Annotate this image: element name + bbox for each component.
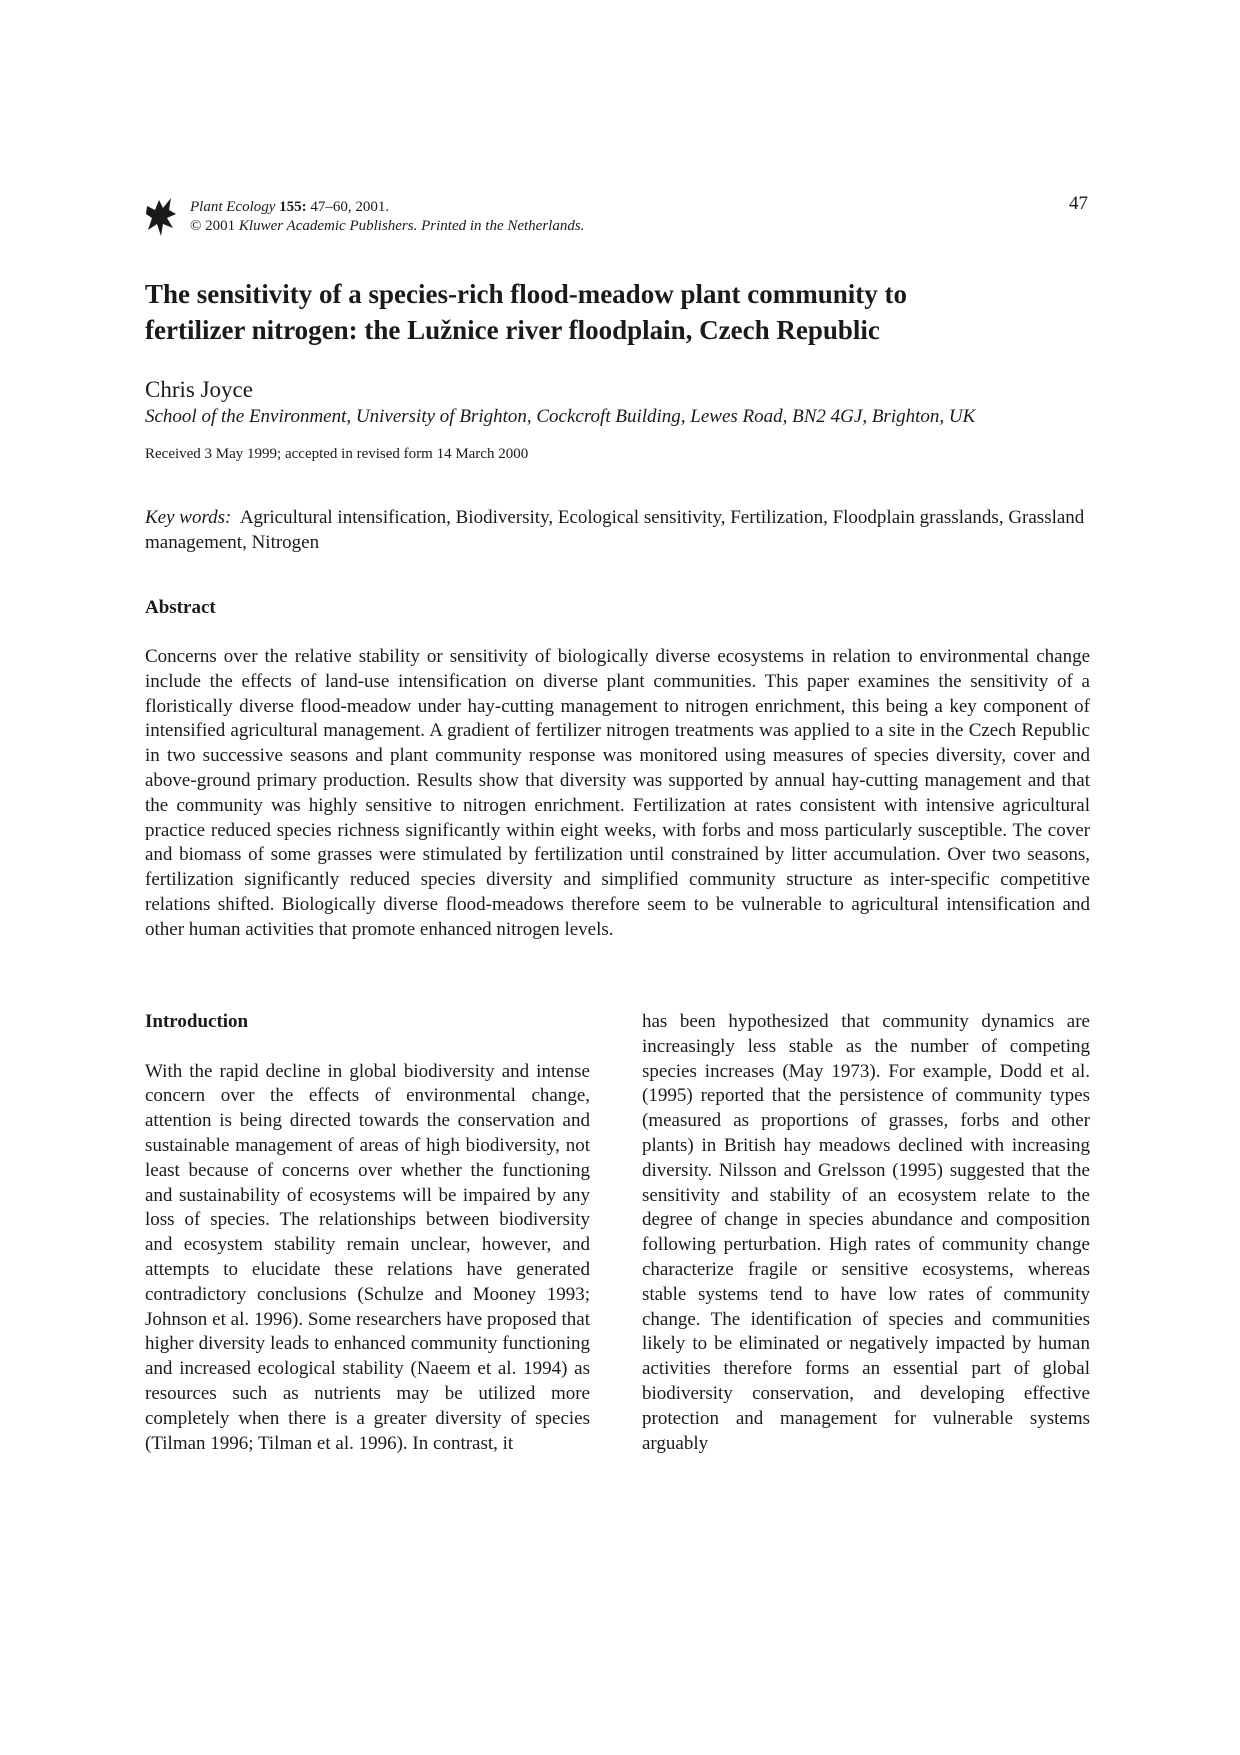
introduction-text-left: With the rapid decline in global biodiversity and intense concern over the effects of environmental change, attention is being directed towards the conservation and sustainable management of areas of high biodiversity, not least because of concerns over whether the functioning and sustainability of ecosystems will be impaired by any loss of species. The relationships between biodiversity and ecosystem stability remain unclear, however, and attempts to elucidate these relations have generated contradictory conclusions (Schulze and Mooney 1993; Johnson et al. 1996). Some researchers have proposed that higher diversity leads to enhanced community functioning and increased ecological stability (Naeem et al. 1994) as resources such as nutrients may be utilized more completely when there is a greater diversity of species (Tilman 1996; Tilman et al. 1996). In contrast, it [145,1060,590,1454]
journal-citation-line [190,198,584,217]
keywords [145,505,1090,555]
journal-pages-year: 47–60, 2001. [306,199,390,215]
author-affiliation: School of the Environment, University of Brighton, Cockcroft Building, Lewes Road, BN2 4GJ, Brighton, UK [145,406,976,427]
journal-citation [190,198,584,236]
column-right [642,1010,1090,1456]
abstract-heading: Abstract [145,597,216,618]
column-left [145,1010,590,1456]
copyright-year: © 2001 [190,218,239,234]
journal-volume: 155: [279,199,307,215]
introduction-text-right: has been hypothesized that community dynamics are increasingly less stable as the number of competing species increases (May 1973). For example, Dodd et al. (1995) reported that the persistence of community types (measured as proportions of grasses, forbs and other plants) in British hay meadows declined with increasing diversity. Nilsson and Grelsson (1995) suggested that the sensitivity and stability of an ecosystem relate to the degree of change in species abundance and composition following perturbation. High rates of community change characterize fragile or sensitive ecosystems, whereas stable systems tend to have low rates of community change. The identification of species and communities likely to be eliminated or negatively impacted by human activities therefore forms an essential part of global biodiversity conservation, and developing effective protection and management for vulnerable systems arguably [642,1011,1090,1454]
title-line: The sensitivity of a species-rich flood-meadow plant community to [145,279,907,309]
paper-title [145,276,1095,348]
publisher-line: Kluwer Academic Publishers. Printed in the Netherlands. [238,218,585,234]
publisher-logo-icon [145,196,177,238]
copyright-line [190,217,584,236]
author-name: Chris Joyce [145,377,253,402]
introduction-heading: Introduction [145,1011,249,1032]
abstract-text: Concerns over the relative stability or sensitivity of biologically diverse ecosystems in relation to environmental change include the effects of land-use intensification on diverse plant communities. This paper examines the sensitivity of a floristically diverse flood-meadow under hay-cutting management to nitrogen enrichment, this being a key component of intensified agricultural management. A gradient of fertilizer nitrogen treatments was applied to a site in the Czech Republic in two successive seasons and plant community response was monitored using measures of species diversity, cover and above-ground primary production. Results show that diversity was supported by annual hay-cutting management and that the community was highly sensitive to nitrogen enrichment. Fertilization at rates consistent with intensive agricultural practice reduced species richness significantly within eight weeks, with forbs and moss particularly susceptible. The cover and biomass of some grasses were stimulated by fertilization until constrained by litter accumulation. Over two seasons, fertilization significantly reduced species diversity and simplified community structure as inter-specific competitive relations shifted. Biologically diverse flood-meadows therefore seem to be vulnerable to agricultural intensification and other human activities that promote enhanced nitrogen levels. [145,646,1090,940]
keywords-text: Agricultural intensification, Biodiversity, Ecological sensitivity, Fertilization, Floodplain grasslands, Grassland management, Nitrogen [145,507,1085,553]
title-line: fertilizer nitrogen: the Lužnice river floodplain, Czech Republic [145,315,880,345]
received-dates: Received 3 May 1999; accepted in revised form 14 March 2000 [145,446,529,462]
page-number: 47 [1069,193,1088,214]
journal-name: Plant Ecology [190,199,276,215]
keywords-label: Key words: [145,507,232,528]
